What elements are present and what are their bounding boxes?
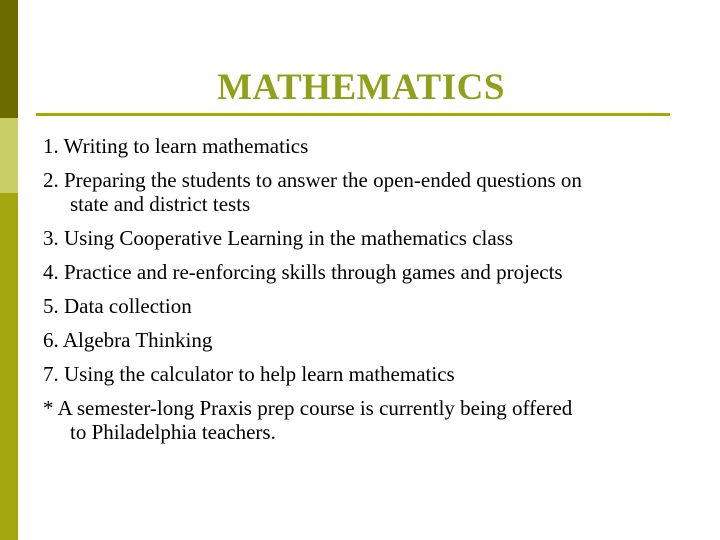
list-item (43, 132, 693, 161)
list-item-text: 2. Preparing the students to answer the open-ended questions on (43, 168, 582, 192)
list-item-continuation: state and district tests (70, 192, 251, 216)
list-item (43, 394, 693, 447)
list-item (43, 224, 693, 253)
list-item-text: 1. Writing to learn mathematics (43, 134, 309, 158)
accent-bar-light-segment (0, 118, 18, 193)
list-item-text: 4. Practice and re-enforcing skills through games and projects (43, 260, 563, 284)
list-item (43, 166, 693, 219)
title-underline-rule (36, 113, 670, 116)
list-item-text: 7. Using the calculator to help learn mathematics (43, 362, 455, 386)
accent-bar-mid-segment (0, 193, 18, 540)
slide-title: MATHEMATICS (217, 67, 505, 108)
list-item (43, 292, 693, 321)
list-item-continuation: to Philadelphia teachers. (70, 420, 276, 444)
list-item (43, 326, 693, 355)
list-item-text: 6. Algebra Thinking (43, 328, 213, 352)
bullet-list (43, 132, 693, 452)
list-item-text: * A semester-long Praxis prep course is currently being offered (43, 396, 573, 420)
list-item-text: 3. Using Cooperative Learning in the mathematics class (43, 226, 514, 250)
list-item-text: 5. Data collection (43, 294, 192, 318)
list-item (43, 360, 693, 389)
list-item (43, 258, 693, 287)
